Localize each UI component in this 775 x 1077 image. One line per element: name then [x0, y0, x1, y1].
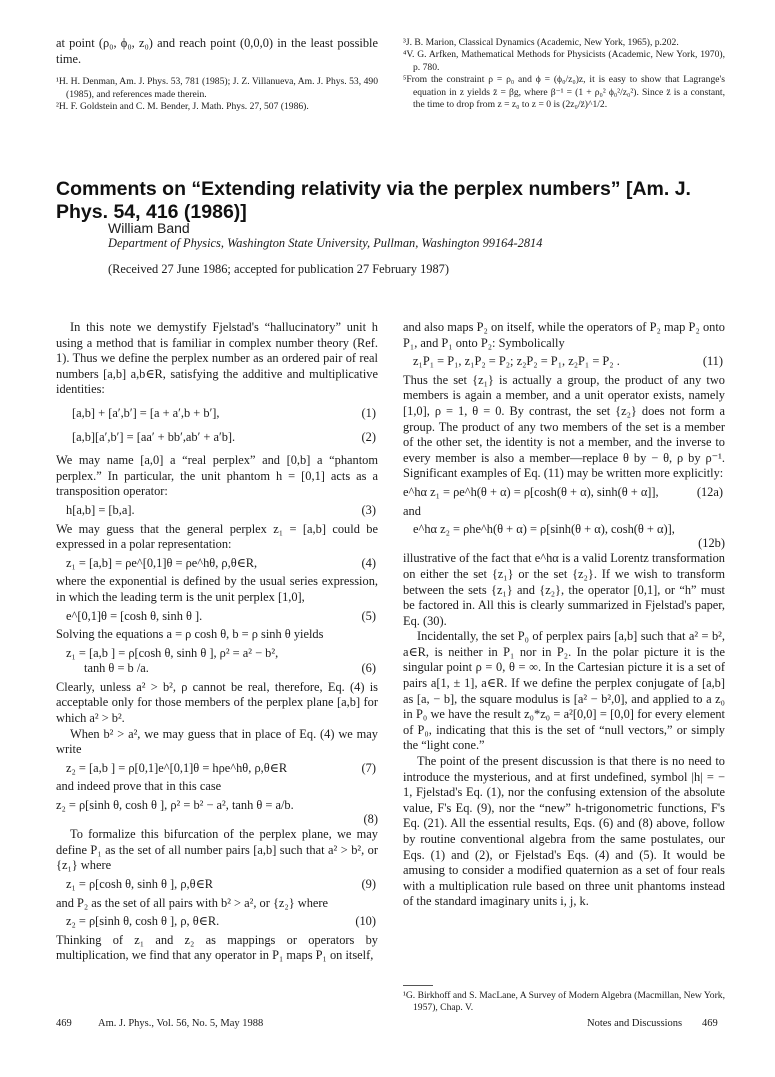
eq-body: [a,b][a′,b′] = [aa′ + bb′,ab′ + a′b].	[72, 429, 236, 444]
top-left-block	[56, 36, 378, 113]
eq-number: (10)	[355, 914, 376, 929]
article-title: Comments on “Extending relativity via the perplex numbers” [Am. J. Phys. 54, 416 (1986)]	[56, 178, 691, 223]
eq-number: (6)	[361, 661, 376, 676]
eq-body: z₁ = [a,b ] = ρ[cosh θ, sinh θ ], ρ² = a² − b²,	[66, 645, 279, 660]
right-footnote	[403, 990, 725, 1015]
left-column	[56, 320, 378, 964]
paragraph: Clearly, unless a² > b², ρ cannot be real, therefore, Eq. (4) is acceptable only for those members of the perplex plane [a,b] for which a² > b².	[56, 679, 378, 726]
eq-body: z₂ = ρ[sinh θ, cosh θ ], ρ, θ∈R.	[66, 914, 220, 929]
footnote-5: ⁵From the constraint ρ = ρ₀ and ϕ = (ϕ₀/z₀)z, it is easy to show that Lagrange's equation in z yields z̈ = βg, where β⁻¹ = (1 + ρ₀² ϕ₀²/z₀²). Since z̈ is a constant, the time to drop from z = z₀ to z = 0 is (2z₀/z̈)^1/2.	[403, 74, 725, 111]
paragraph: Thus the set {z₁} is actually a group, the product of any two members is again a member, and a unit operator exists, namely [1,0], ρ = 1, θ = 0. By contrast, the set {z₂} does not form a group. The product of any two members of the set is a member of the other set, the identity is not a member, and the inverse to every member is also a member—replace θ by − θ, ρ by ρ⁻¹. Significant examples of Eq. (11) may be written more explicitly:	[403, 372, 725, 481]
and-word: and	[403, 503, 421, 518]
equation-11	[403, 354, 725, 370]
equation-1	[56, 406, 378, 422]
paragraph: We may name [a,0] a “real perplex” and [0,b] a “phantom perplex.” In particular, the unit phantom h = [0,1] acts as a transposition operator:	[56, 453, 378, 499]
paragraph: Incidentally, the set P₀ of perplex pairs [a,b] such that a² = b², a∈R, is neither in P₁ nor in P₂. In the polar picture it is the singular point ρ = 0, θ = ∞. In the Cartesian picture it is a set of pairs a[1, ± 1], a∈R. If we define the perplex conjugate of [a,b] as [a, − b], the square modulus is [a² − b²,0], and applied to a z₀ in P₀ we have the result z₀*z₀ = a²[0,0] = [0,0] for every element of P₀, indicating that this is the set of “null vectors,” or simply the “light cone.”	[403, 629, 725, 753]
equation-9	[56, 877, 378, 893]
author-affiliation: Department of Physics, Washington State University, Pullman, Washington 99164-2814	[108, 236, 543, 250]
equation-2	[56, 430, 378, 446]
received-dates: (Received 27 June 1986; accepted for publication 27 February 1987)	[108, 262, 449, 276]
eq-number: (11)	[702, 354, 723, 369]
author-name: William Band	[108, 220, 190, 236]
equation-10	[56, 914, 378, 930]
eq-body: z₁P₁ = P₁, z₁P₂ = P₂; z₂P₂ = P₁, z₂P₁ = P₂ .	[413, 354, 620, 369]
continuation-text: at point (ρ₀, ϕ₀, z₀) and reach point (0,0,0) in the least possible time.	[56, 36, 378, 66]
eq-body: tanh θ = b /a.	[84, 661, 149, 676]
page-number-left: 469	[56, 1018, 72, 1029]
paragraph: and also maps P₂ on itself, while the operators of P₂ map P₂ onto P₁, and P₁ onto P₂: Symbolically	[403, 320, 725, 350]
eq-number: (7)	[361, 760, 376, 775]
eq-number: (8)	[363, 811, 378, 826]
paragraph: The point of the present discussion is that there is no need to introduce the mysterious, and at first undefined, symbol |h| = − 1, Fjelstad's Eq. (1), nor the confusing extension of the absolute value, F's Eq. (9), nor the “new” h-trigonometric functions, F's Eq. (21). All the essential results, Eqs. (6) and (8) above, follow by routine conventional algebra from the same postulates, our Eqs. (1) and (2), or Fjelstad's Eqs. (4) and (5). It would be amusing to consider a modified quaternion as a set of four reals with a multiplication rule based on three unit phantoms instead of the standard imaginary units i, j, k.	[403, 754, 725, 909]
eq-body: h[a,b] = [b,a].	[66, 502, 135, 517]
paragraph: illustrative of the fact that e^hα is a valid Lorentz transformation on either the set {z₁} or the set {z₂}. If we wish to transform between the sets {z₁} and {z₂}, the operator [0,1], or “h” must be factored in. All this is clearly summarized in Fjelstad's paper, Eq. (30).	[403, 551, 725, 628]
paragraph: and P₂ as the set of all pairs with b² > a², or {z₂} where	[56, 895, 329, 910]
top-right-footnotes	[403, 37, 725, 111]
eq-number: (9)	[361, 877, 376, 891]
eq-number: (2)	[361, 429, 376, 444]
eq-number: (1)	[361, 405, 376, 420]
right-column	[403, 320, 725, 910]
eq-number: (12a)	[696, 484, 723, 499]
eq-body: e^hα z₁ = ρe^h(θ + α) = ρ[cosh(θ + α), sinh(θ + α]],	[403, 484, 659, 499]
equation-6a	[56, 646, 378, 662]
paragraph: To formalize this bifurcation of the perplex plane, we may define P₁ as the set of all number pairs [a,b] such that a² > b², or {z₁} where	[56, 827, 378, 873]
paragraph: In this note we demystify Fjelstad's “hallucinatory” unit h using a method that is familiar in complex number theory (Ref. 1). Thus we define the perplex number as an ordered pair of real numbers [a,b] a,b∈R, satisfying the additive and multiplicative identities:	[56, 320, 378, 397]
paragraph: where the exponential is defined by the usual series expression, in which the leading term is the unit perplex [1,0],	[56, 574, 378, 604]
equation-5	[56, 609, 378, 625]
paragraph: Solving the equations a = ρ cosh θ, b = ρ sinh θ yields	[56, 627, 324, 642]
footnote-1: ¹H. H. Denman, Am. J. Phys. 53, 781 (1985); J. Z. Villanueva, Am. J. Phys. 53, 490 (1985), and references made therein.	[56, 76, 378, 100]
eq-body: [a,b] + [a′,b′] = [a + a′,b + b′],	[72, 405, 220, 420]
equation-7	[56, 761, 378, 777]
eq-number: (12b)	[698, 535, 725, 550]
eq-body: e^[0,1]θ = [cosh θ, sinh θ ].	[66, 608, 203, 623]
equation-6b	[56, 661, 378, 677]
paragraph: Thinking of z₁ and z₂ as mappings or operators by multiplication, we find that any operator in P₁ maps P₁ on itself,	[56, 932, 378, 963]
eq-body: z₂ = [a,b ] = ρ[0,1]e^[0,1]θ = hρe^hθ, ρ,θ∈R	[66, 760, 288, 775]
page-number-right: 469	[702, 1018, 718, 1029]
equation-3	[56, 503, 378, 519]
footnote-rule	[403, 985, 433, 986]
eq-body: z₁ = [a,b] = ρe^[0,1]θ = ρe^hθ, ρ,θ∈R,	[66, 555, 258, 570]
eq-body: z₂ = ρ[sinh θ, cosh θ ], ρ² = b² − a², tanh θ = a/b.	[56, 798, 294, 813]
journal-citation: Am. J. Phys., Vol. 56, No. 5, May 1988	[98, 1018, 264, 1029]
eq-number: (3)	[361, 502, 376, 517]
footnote-3: ³J. B. Marion, Classical Dynamics (Academic, New York, 1965), p.202.	[403, 37, 679, 48]
paragraph: We may guess that the general perplex z₁ = [a,b] could be expressed in a polar representation:	[56, 521, 378, 552]
equation-4	[56, 556, 378, 572]
footnote-4: ⁴V. G. Arfken, Mathematical Methods for Physicists (Academic, New York, 1970), p. 780.	[403, 49, 725, 73]
eq-body: e^hα z₂ = ρhe^h(θ + α) = ρ[sinh(θ + α), cosh(θ + α)],	[413, 522, 675, 537]
footnote-ref-1: ¹G. Birkhoff and S. MacLane, A Survey of Modern Algebra (Macmillan, New York, 1957), Chap. V.	[403, 990, 725, 1014]
section-name: Notes and Discussions	[587, 1018, 683, 1029]
eq-number: (4)	[361, 555, 376, 570]
paragraph: and indeed prove that in this case	[56, 779, 222, 794]
paragraph: When b² > a², we may guess that in place of Eq. (4) we may write	[56, 726, 378, 757]
eq-body: z₁ = ρ[cosh θ, sinh θ ], ρ,θ∈R	[66, 877, 214, 891]
equation-12a	[403, 485, 725, 501]
eq-number: (5)	[361, 608, 376, 623]
footnote-2: ²H. F. Goldstein and C. M. Bender, J. Math. Phys. 27, 507 (1986).	[56, 101, 309, 112]
